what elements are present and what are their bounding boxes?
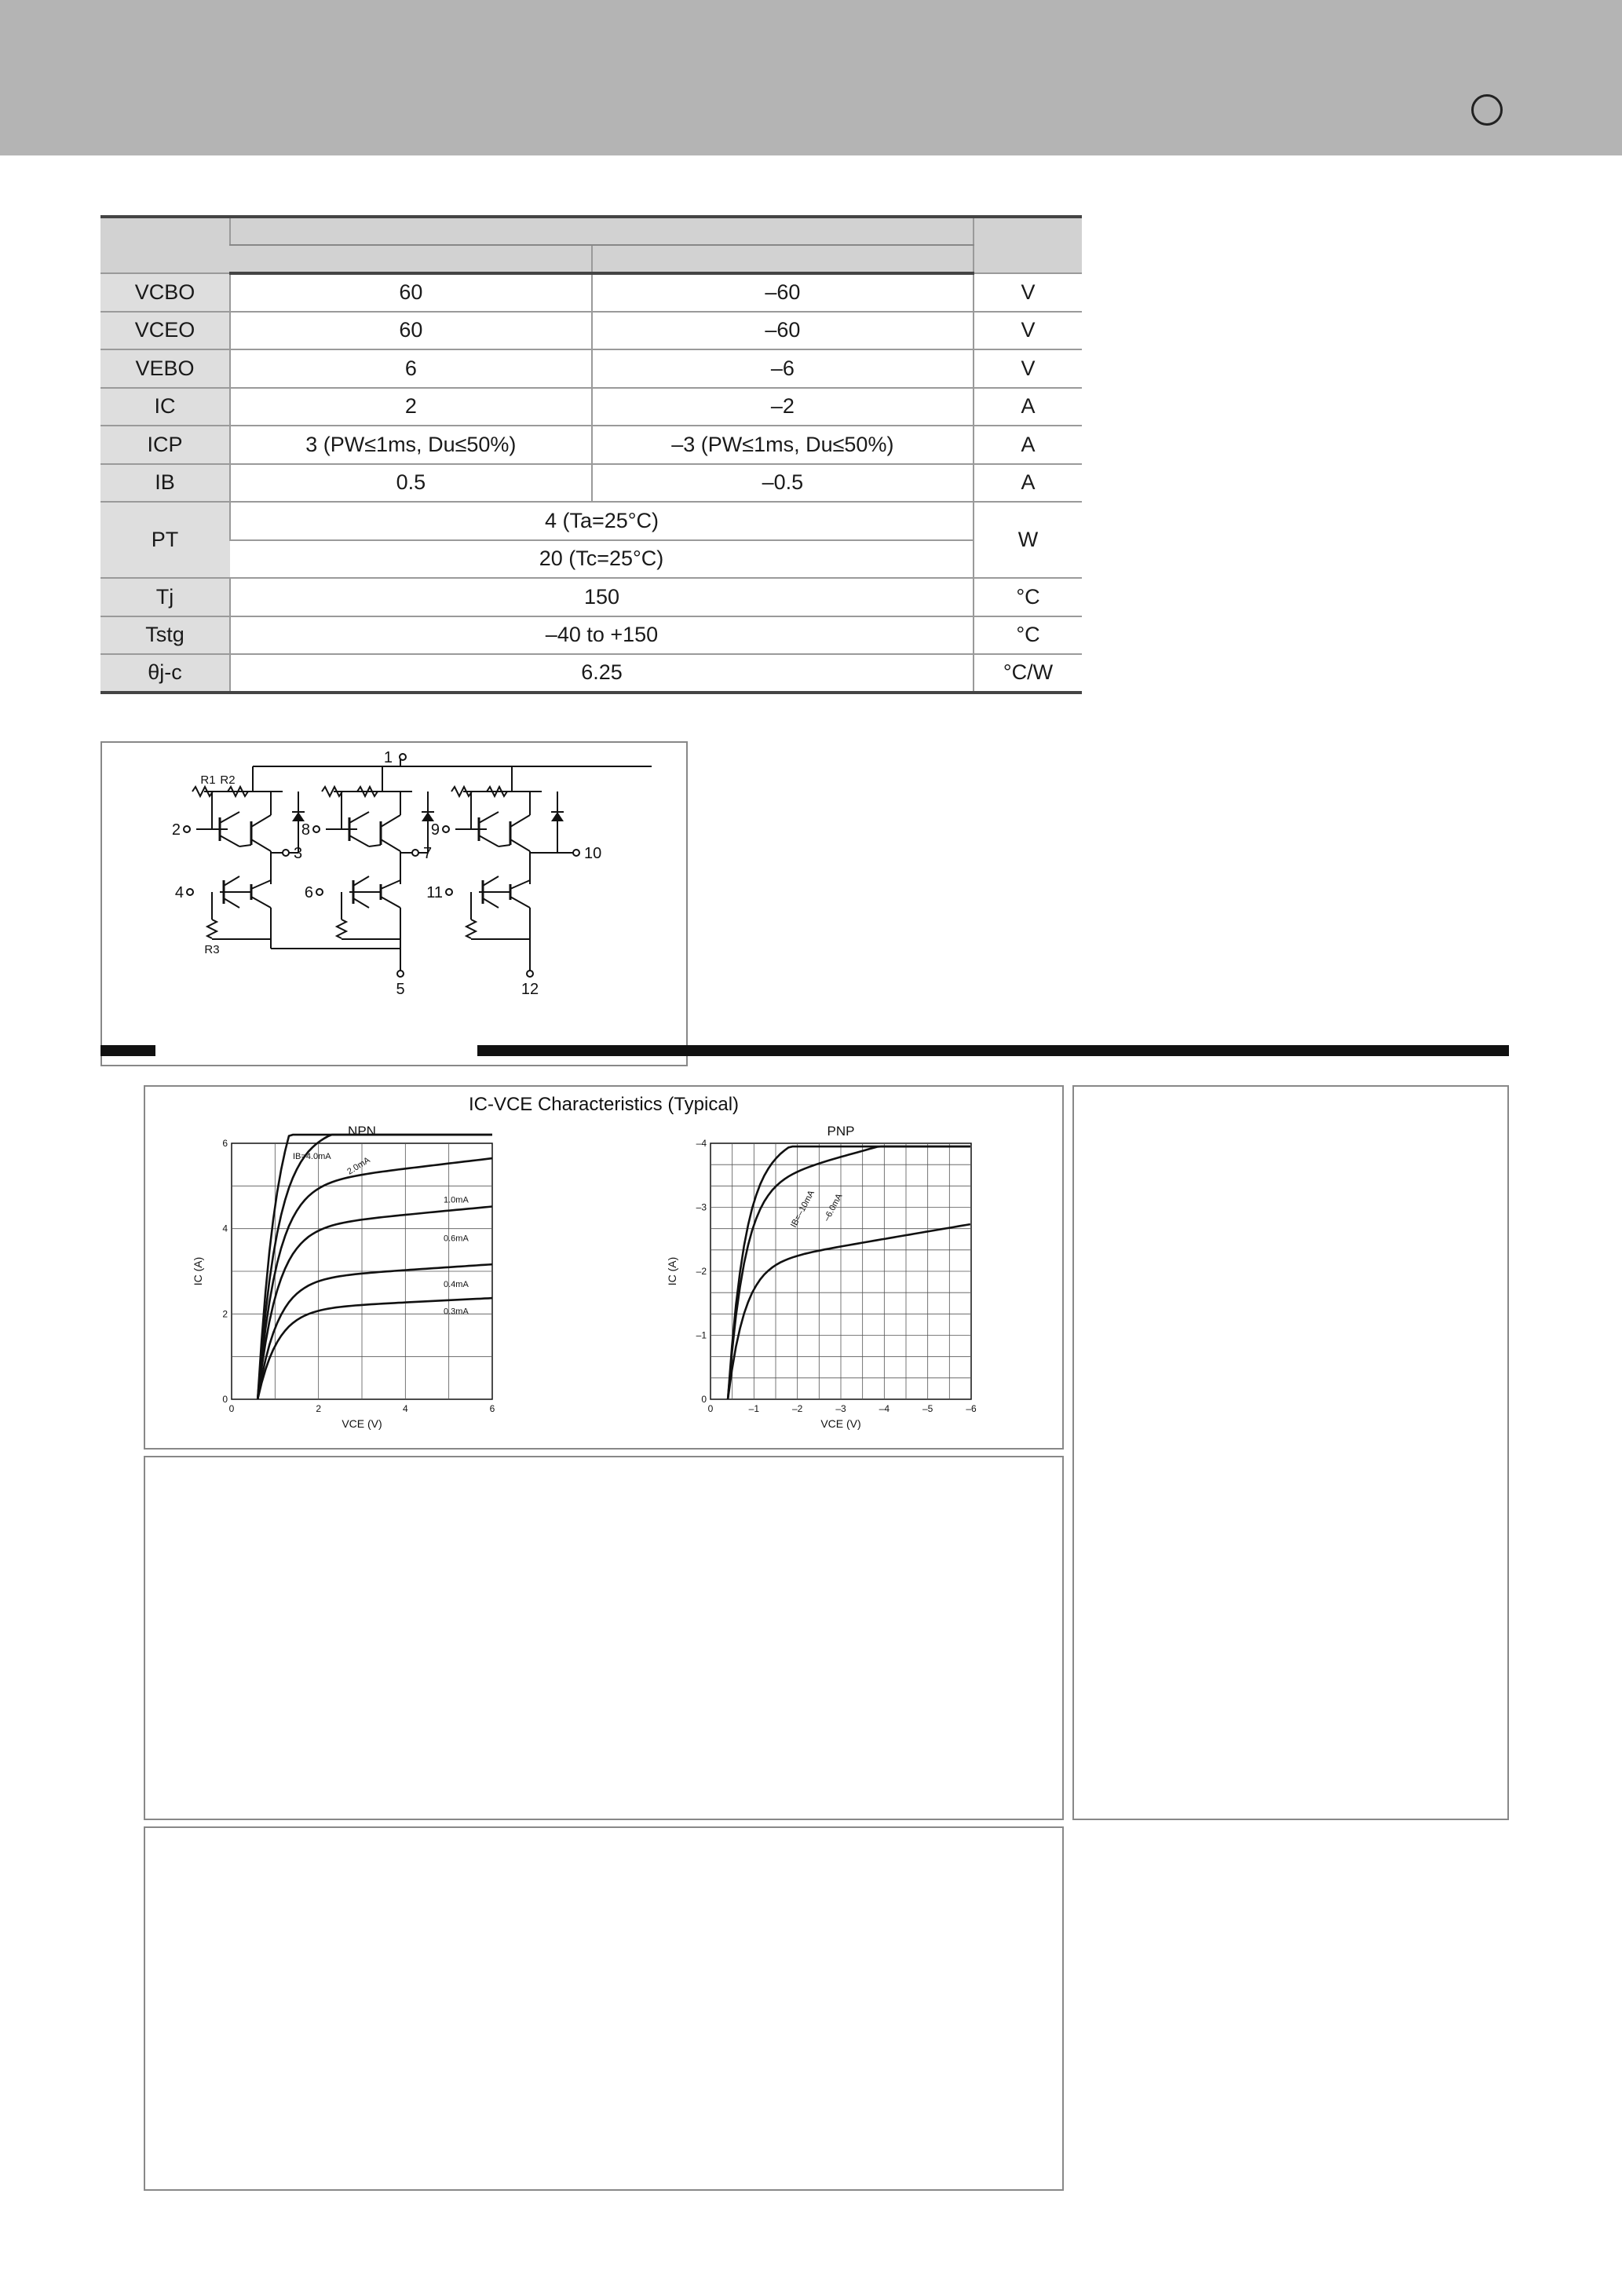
amr-row [100, 312, 1082, 350]
wire [381, 897, 400, 908]
pin-terminal [412, 850, 418, 856]
pnp-cell: –3 (PW≤1ms, Du≤50%) [592, 426, 974, 464]
unit-cell: °C/W [974, 654, 1082, 693]
y-tick-label: 0 [701, 1394, 707, 1405]
amr-row [100, 502, 1082, 540]
pin-label: 4 [174, 884, 184, 901]
unit-cell: A [974, 464, 1082, 503]
value-cell: 20 (Tc=25°C) [230, 540, 974, 579]
pin-terminal [184, 826, 190, 832]
x-tick-label: –5 [922, 1403, 933, 1414]
y-tick-label: 2 [222, 1308, 228, 1320]
transistor-collector [349, 812, 369, 823]
x-axis-label: VCE (V) [342, 1417, 382, 1430]
pin-terminal [313, 826, 320, 832]
x-axis-label: VCE (V) [820, 1417, 861, 1430]
chart-0 [192, 1124, 495, 1430]
value-cell: 4 (Ta=25°C) [230, 502, 974, 540]
transistor-emitter [349, 835, 369, 846]
wire [381, 880, 400, 889]
amr-row [100, 540, 1082, 579]
ic-vbe-charts [1074, 1087, 1507, 1819]
symbol-cell: Tj [100, 578, 230, 616]
transistor-collector [479, 812, 499, 823]
series-label: IB=4.0mA [293, 1152, 331, 1161]
amr-row [100, 464, 1082, 503]
transistor-emitter [251, 839, 271, 851]
symbol-cell: Tstg [100, 616, 230, 655]
npn-cell: 60 [230, 273, 592, 312]
pin-label: 2 [171, 821, 181, 839]
amr-row [100, 616, 1082, 655]
transistor-emitter [510, 839, 530, 851]
col-pnp [592, 245, 974, 273]
x-tick-label: –3 [835, 1403, 846, 1414]
pnp-cell: –2 [592, 388, 974, 426]
series-label: 0.4mA [444, 1280, 469, 1290]
value-cell: –40 to +150 [230, 616, 974, 655]
x-tick-label: 0 [228, 1403, 235, 1414]
npn-cell: 2 [230, 388, 592, 426]
series-label: 2.0mA [345, 1155, 372, 1177]
pnp-cell: –0.5 [592, 464, 974, 503]
transistor-collector [510, 815, 530, 827]
panel-hfe-temp [144, 1826, 1064, 2191]
equivalent-circuit-diagram [102, 743, 686, 1065]
transistor-collector [220, 812, 239, 823]
pnp-cell: –60 [592, 273, 974, 312]
wire [510, 880, 530, 889]
pin-terminal [527, 971, 533, 977]
pin-label: 5 [396, 981, 405, 998]
wire [483, 876, 499, 886]
symbol-cell: VEBO [100, 349, 230, 388]
wire [224, 898, 239, 908]
panel-ic-vbe [1072, 1085, 1509, 1820]
hfe-temp-charts [145, 1828, 1062, 2189]
pin-terminal [443, 826, 449, 832]
wire [251, 880, 271, 889]
absolute-maximum-ratings-table [100, 215, 1082, 694]
npn-cell: 3 (PW≤1ms, Du≤50%) [230, 426, 592, 464]
pin-terminal [573, 850, 579, 856]
pin-terminal [400, 754, 406, 760]
header-bar-left [100, 1045, 155, 1056]
col-ratings [230, 217, 974, 245]
header-bar-right [477, 1045, 1509, 1056]
wire [499, 845, 510, 846]
series-line [728, 1224, 970, 1399]
resistor-r3 [207, 919, 217, 938]
x-tick-label: –6 [966, 1403, 977, 1414]
pnp-cell: –60 [592, 312, 974, 350]
hfe-ic-charts [145, 1457, 1062, 1819]
y-axis-label: IC (A) [666, 1256, 678, 1286]
series-label: 0.3mA [444, 1307, 469, 1317]
symbol-cell: ICP [100, 426, 230, 464]
npn-cell: 6 [230, 349, 592, 388]
y-tick-label: –2 [696, 1266, 707, 1277]
transistor-collector [251, 815, 271, 827]
wire [224, 876, 239, 886]
amr-row [100, 426, 1082, 464]
ic-vce-charts [145, 1087, 1062, 1448]
x-tick-label: 2 [316, 1403, 322, 1414]
unit-cell: A [974, 426, 1082, 464]
panel-hfe-ic [144, 1456, 1064, 1820]
col-npn [230, 245, 592, 273]
unit-cell: V [974, 312, 1082, 350]
y-axis-label: IC (A) [192, 1256, 204, 1286]
x-tick-label: –1 [748, 1403, 760, 1414]
symbol-cell: IB [100, 464, 230, 503]
npn-cell: 60 [230, 312, 592, 350]
pin-terminal [187, 889, 193, 895]
series-label: –6.0mA [822, 1192, 845, 1223]
x-tick-label: 0 [707, 1403, 714, 1414]
pin-terminal [283, 850, 289, 856]
ext-badge [1471, 94, 1503, 126]
series-line [728, 1146, 970, 1399]
pin-terminal [446, 889, 452, 895]
resistor-r3 [337, 919, 346, 938]
y-tick-label: –1 [696, 1329, 707, 1341]
symbol-cell: VCBO [100, 273, 230, 312]
amr-row [100, 273, 1082, 312]
pin-terminal [316, 889, 323, 895]
unit-cell: W [974, 502, 1082, 578]
value-cell: 150 [230, 578, 974, 616]
pin-label: 10 [584, 845, 602, 862]
panel-ic-vce [144, 1085, 1064, 1450]
amr-row [100, 388, 1082, 426]
series-line [728, 1146, 970, 1399]
unit-cell: °C [974, 616, 1082, 655]
pin-label: 11 [426, 884, 443, 901]
series-line [258, 1158, 492, 1399]
resistor-label: R1 [200, 773, 216, 787]
wire [353, 876, 369, 886]
wire [369, 845, 381, 846]
transistor-collector [381, 815, 400, 827]
pin-label: 8 [301, 821, 310, 839]
pnp-cell: –6 [592, 349, 974, 388]
pin-label: 3 [294, 845, 303, 862]
wire [510, 897, 530, 908]
wire [239, 845, 251, 846]
transistor-emitter [479, 835, 499, 846]
amr-row [100, 349, 1082, 388]
equivalent-circuit-box [100, 741, 688, 1066]
pin-label: 12 [521, 981, 539, 998]
y-tick-label: 0 [222, 1394, 228, 1405]
y-tick-label: –3 [696, 1201, 707, 1213]
unit-cell: V [974, 349, 1082, 388]
symbol-cell: IC [100, 388, 230, 426]
y-tick-label: 4 [222, 1223, 228, 1234]
series-label: IB=–10mA [789, 1189, 816, 1230]
external-dimensions [1468, 93, 1506, 126]
symbol-cell: PT [100, 502, 230, 578]
pin-terminal [397, 971, 404, 977]
col-unit [974, 217, 1082, 273]
amr-row [100, 578, 1082, 616]
unit-cell: °C [974, 578, 1082, 616]
series-label: 0.6mA [444, 1234, 469, 1244]
y-tick-label: –4 [696, 1138, 707, 1149]
chart-subtitle: NPN [348, 1124, 376, 1139]
col-symbol [100, 217, 230, 273]
wire [353, 898, 369, 908]
x-tick-label: –2 [791, 1403, 803, 1414]
diode [292, 812, 305, 821]
diode [422, 812, 434, 821]
unit-cell: A [974, 388, 1082, 426]
pin-label: 1 [383, 749, 393, 766]
transistor-emitter [220, 835, 239, 846]
wire [251, 897, 271, 908]
x-tick-label: 4 [402, 1403, 408, 1414]
series-label: 1.0mA [444, 1195, 469, 1205]
symbol-cell: VCEO [100, 312, 230, 350]
page-header [0, 0, 1622, 155]
chart-1 [666, 1124, 977, 1430]
panel-title: IC-VCE Characteristics (Typical) [468, 1094, 740, 1115]
characteristic-curves-header [100, 1032, 1509, 1068]
resistor-label: R3 [204, 943, 220, 956]
pin-label: 9 [430, 821, 440, 839]
chart-subtitle: PNP [827, 1124, 855, 1139]
wire [483, 898, 499, 908]
amr-row [100, 654, 1082, 693]
pin-label: 6 [304, 884, 313, 901]
unit-cell: V [974, 273, 1082, 312]
transistor-emitter [381, 839, 400, 851]
resistor-label: R2 [220, 773, 236, 787]
npn-cell: 0.5 [230, 464, 592, 503]
symbol-cell: θj-c [100, 654, 230, 693]
resistor-r3 [466, 919, 476, 938]
x-tick-label: –4 [879, 1403, 890, 1414]
diode [551, 812, 564, 821]
value-cell: 6.25 [230, 654, 974, 693]
y-tick-label: 6 [222, 1138, 228, 1149]
x-tick-label: 6 [489, 1403, 495, 1414]
pin-label: 7 [423, 845, 433, 862]
